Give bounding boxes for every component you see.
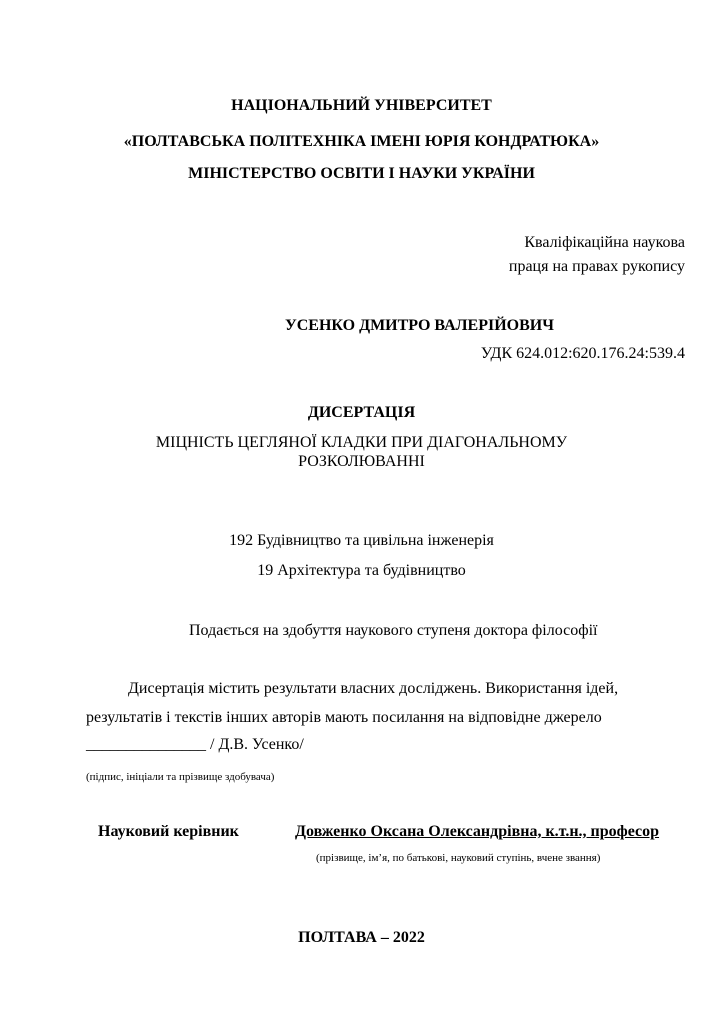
udc-code: УДК 624.012:620.176.24:539.4 [480,345,685,362]
university-full-name: «ПОЛТАВСЬКА ПОЛІТЕХНІКА ІМЕНІ ЮРІЯ КОНДРАТЮКА» [123,133,600,150]
signature-line: _______________ / Д.В. Усенко/ [86,736,304,753]
signature-caption: (підпис, ініціали та прізвище здобувача) [86,771,275,783]
specialty-line1: 192 Будівництво та цивільна інженерія [229,532,494,549]
specialty-line2: 19 Архітектура та будівництво [257,562,466,579]
submission-statement: Подається на здобуття наукового ступеня доктора філософії [189,622,598,639]
author-name: УСЕНКО ДМИТРО ВАЛЕРІЙОВИЧ [285,317,554,334]
declaration-line2: результатів і текстів інших авторів мають посилання на відповідне джерело [86,709,602,726]
supervisor-name: Довженко Оксана Олександрівна, к.т.н., професор [295,823,660,840]
city-year: ПОЛТАВА – 2022 [298,929,425,946]
university-name: НАЦІОНАЛЬНИЙ УНІВЕРСИТЕТ [231,97,492,114]
document-type: ДИСЕРТАЦІЯ [307,404,416,421]
manuscript-note-line1: Кваліфікаційна наукова [524,234,685,251]
supervisor-label: Науковий керівник [98,823,239,840]
thesis-title-line1: МІЦНІСТЬ ЦЕГЛЯНОЇ КЛАДКИ ПРИ ДІАГОНАЛЬНОМУ [155,434,568,451]
ministry-name: МІНІСТЕРСТВО ОСВІТИ І НАУКИ УКРАЇНИ [188,165,535,182]
supervisor-caption: (прізвище, ім’я, по батькові, науковий ступінь, вчене звання) [316,852,601,864]
thesis-title-line2: РОЗКОЛЮВАННІ [298,453,425,470]
manuscript-note-line2: праця на правах рукопису [508,258,685,275]
declaration-line1: Дисертація містить результати власних досліджень. Використання ідей, [128,680,619,697]
